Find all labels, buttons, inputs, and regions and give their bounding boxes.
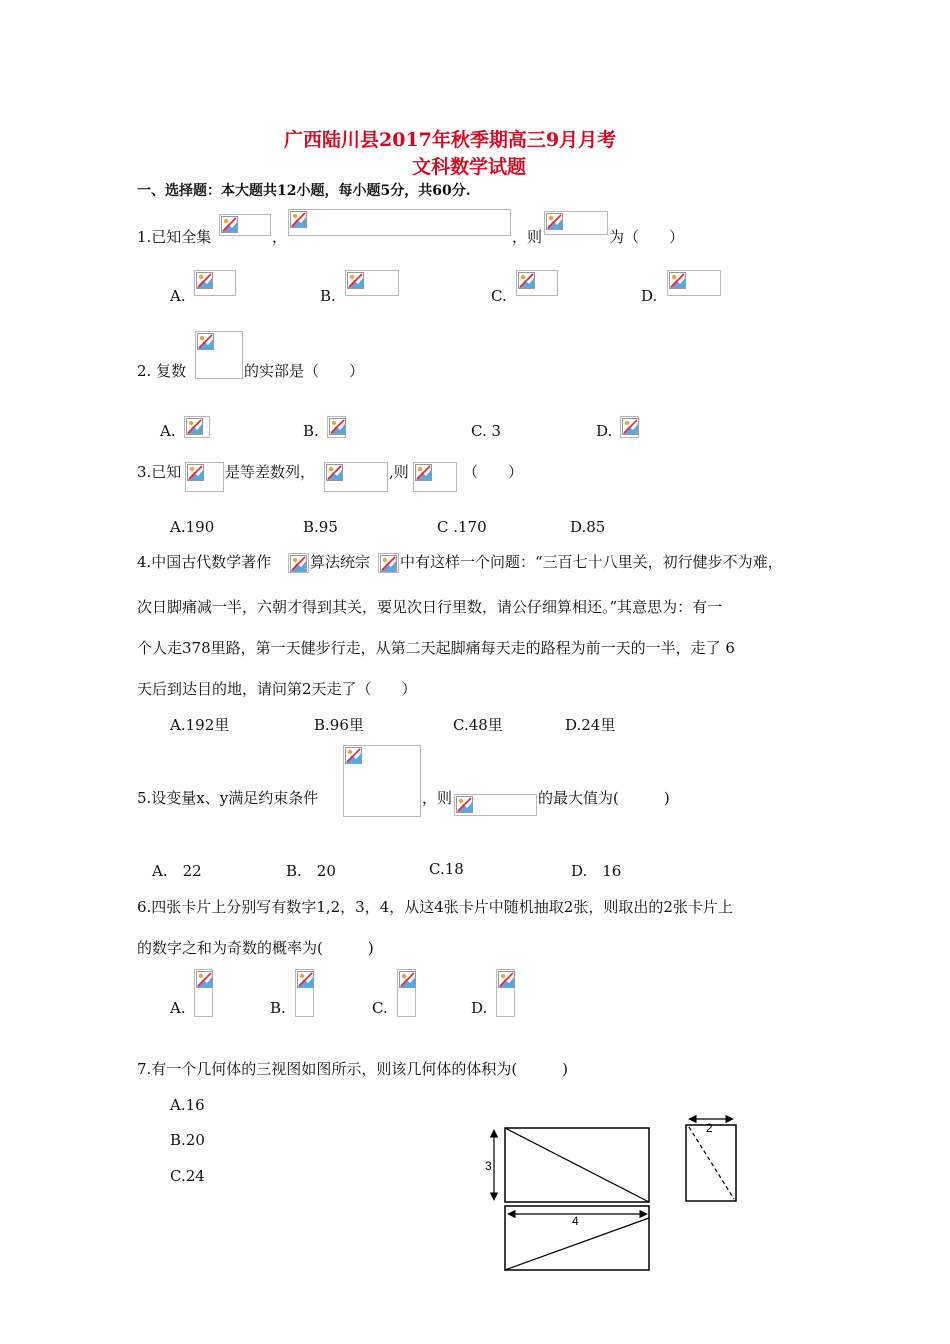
formula-image xyxy=(413,462,457,492)
formula-image xyxy=(295,969,314,1017)
page-subtitle: 文科数学试题 xyxy=(412,156,527,178)
q5-option-b: B. 20 xyxy=(286,862,336,880)
q6-option-d: D. xyxy=(471,999,488,1017)
q3-option-b: B.95 xyxy=(303,518,338,536)
q7-option-a: A.16 xyxy=(170,1096,205,1114)
three-view-figure xyxy=(483,1110,753,1282)
q4-option-d: D.24里 xyxy=(565,716,616,734)
q5-stem-post: 的最大值为( ) xyxy=(538,789,670,807)
broken-image-icon xyxy=(290,555,307,572)
q4-option-b: B.96里 xyxy=(314,716,364,734)
q7-stem: 7.有一个几何体的三视图如图所示，则该几何体的体积为( ) xyxy=(137,1060,569,1078)
q3-stem-post: （ ） xyxy=(463,463,524,481)
formula-image xyxy=(288,553,309,573)
broken-image-icon xyxy=(197,333,214,350)
formula-image xyxy=(620,416,639,438)
formula-image xyxy=(194,969,213,1017)
q4-book-title: 算法统宗 xyxy=(310,553,371,571)
broken-image-icon xyxy=(518,272,535,289)
broken-image-icon xyxy=(415,464,432,481)
q6-line1: 6.四张卡片上分别写有数字1,2，3，4，从这4张卡片中随机抽取2张，则取出的2张卡片上 xyxy=(137,898,733,916)
q1-option-c: C. xyxy=(491,287,507,305)
q5-option-d: D. 16 xyxy=(571,862,622,880)
formula-image xyxy=(667,270,721,296)
formula-image xyxy=(454,794,537,816)
formula-image xyxy=(219,214,271,236)
broken-image-icon xyxy=(399,971,416,988)
q2-stem-post: 的实部是（ ） xyxy=(244,362,365,380)
q6-option-c: C. xyxy=(372,999,388,1017)
broken-image-icon xyxy=(622,418,639,435)
q6-option-a: A. xyxy=(170,999,186,1017)
height-label: 3 xyxy=(485,1159,492,1173)
q1-option-d: D. xyxy=(641,287,658,305)
q1-then: ，则 xyxy=(512,228,543,246)
q2-option-c: C. 3 xyxy=(471,422,502,440)
q7-option-b: B.20 xyxy=(170,1131,205,1149)
q6-line2: 的数字之和为奇数的概率为( ) xyxy=(137,939,374,957)
q3-stem-mid: 是等差数列， xyxy=(225,463,316,481)
broken-image-icon xyxy=(669,272,686,289)
broken-image-icon xyxy=(326,464,343,481)
broken-image-icon xyxy=(329,418,346,435)
broken-image-icon xyxy=(186,418,203,435)
q3-option-d: D.85 xyxy=(570,518,606,536)
q3-option-c: C .170 xyxy=(437,518,487,536)
formula-image xyxy=(516,270,558,296)
q1-option-a: A. xyxy=(170,287,186,305)
q6-option-b: B. xyxy=(270,999,286,1017)
q4-line3: 个人走378里路，第一天健步行走，从第二天起脚痛每天走的路程为前一天的一半，走了 6 xyxy=(137,639,735,657)
q4-stem-pre: 4.中国古代数学著作 xyxy=(137,553,272,571)
q3-option-a: A.190 xyxy=(170,518,215,536)
q5-option-a: A. 22 xyxy=(152,862,202,880)
formula-image xyxy=(397,969,416,1017)
q4-line2: 次日脚痛减一半，六朝才得到其关，要见次日行里数，请公仔细算相还。”其意思为：有一 xyxy=(137,598,723,616)
broken-image-icon xyxy=(347,272,364,289)
q5-stem-mid: ，则 xyxy=(422,789,453,807)
formula-image xyxy=(195,331,243,379)
front-view-diagonal xyxy=(505,1128,649,1202)
q1-stem-pre: 1.已知全集 xyxy=(137,228,212,246)
broken-image-icon xyxy=(221,216,238,233)
formula-image xyxy=(544,211,608,235)
q3-then: ,则 xyxy=(389,463,409,481)
broken-image-icon xyxy=(187,464,204,481)
q4-option-a: A.192里 xyxy=(170,716,230,734)
formula-image xyxy=(378,553,399,573)
q7-option-c: C.24 xyxy=(170,1167,205,1185)
q4-option-c: C.48里 xyxy=(453,716,503,734)
broken-image-icon xyxy=(196,272,213,289)
page-title: 广西陆川县2017年秋季期高三9月月考 xyxy=(284,129,617,151)
width-label: 4 xyxy=(572,1214,579,1228)
q1-comma: ， xyxy=(272,228,288,246)
q5-option-c: C.18 xyxy=(429,860,464,878)
broken-image-icon xyxy=(380,555,397,572)
side-view-hidden-edge xyxy=(689,1127,734,1199)
formula-image xyxy=(324,462,388,492)
formula-image xyxy=(194,270,236,296)
formula-image xyxy=(327,416,346,438)
formula-image xyxy=(343,745,421,817)
formula-image xyxy=(345,270,399,296)
formula-image xyxy=(184,416,210,438)
broken-image-icon xyxy=(546,213,563,230)
side-label: 2 xyxy=(706,1121,713,1135)
q1-stem-post: 为（ ） xyxy=(609,228,685,246)
broken-image-icon xyxy=(345,747,362,764)
formula-image xyxy=(288,209,511,236)
q4-stem-post: 中有这样一个问题：“三百七十八里关，初行健步不为难， xyxy=(400,553,783,571)
section-heading: 一、选择题：本大题共12小题，每小题5分，共60分. xyxy=(137,183,471,199)
q1-option-b: B. xyxy=(320,287,336,305)
broken-image-icon xyxy=(456,796,473,813)
q3-stem-pre: 3.已知 xyxy=(137,463,182,481)
broken-image-icon xyxy=(196,971,213,988)
q2-option-a: A. xyxy=(160,422,176,440)
q4-line4: 天后到达目的地，请问第2天走了（ ） xyxy=(137,680,417,698)
q2-option-b: B. xyxy=(303,422,319,440)
broken-image-icon xyxy=(297,971,314,988)
formula-image xyxy=(496,969,515,1017)
broken-image-icon xyxy=(498,971,515,988)
q2-stem-pre: 2. 复数 xyxy=(137,362,187,380)
q2-option-d: D. xyxy=(596,422,613,440)
broken-image-icon xyxy=(290,211,307,228)
formula-image xyxy=(185,462,224,492)
q5-stem-pre: 5.设变量x、y满足约束条件 xyxy=(137,789,319,807)
